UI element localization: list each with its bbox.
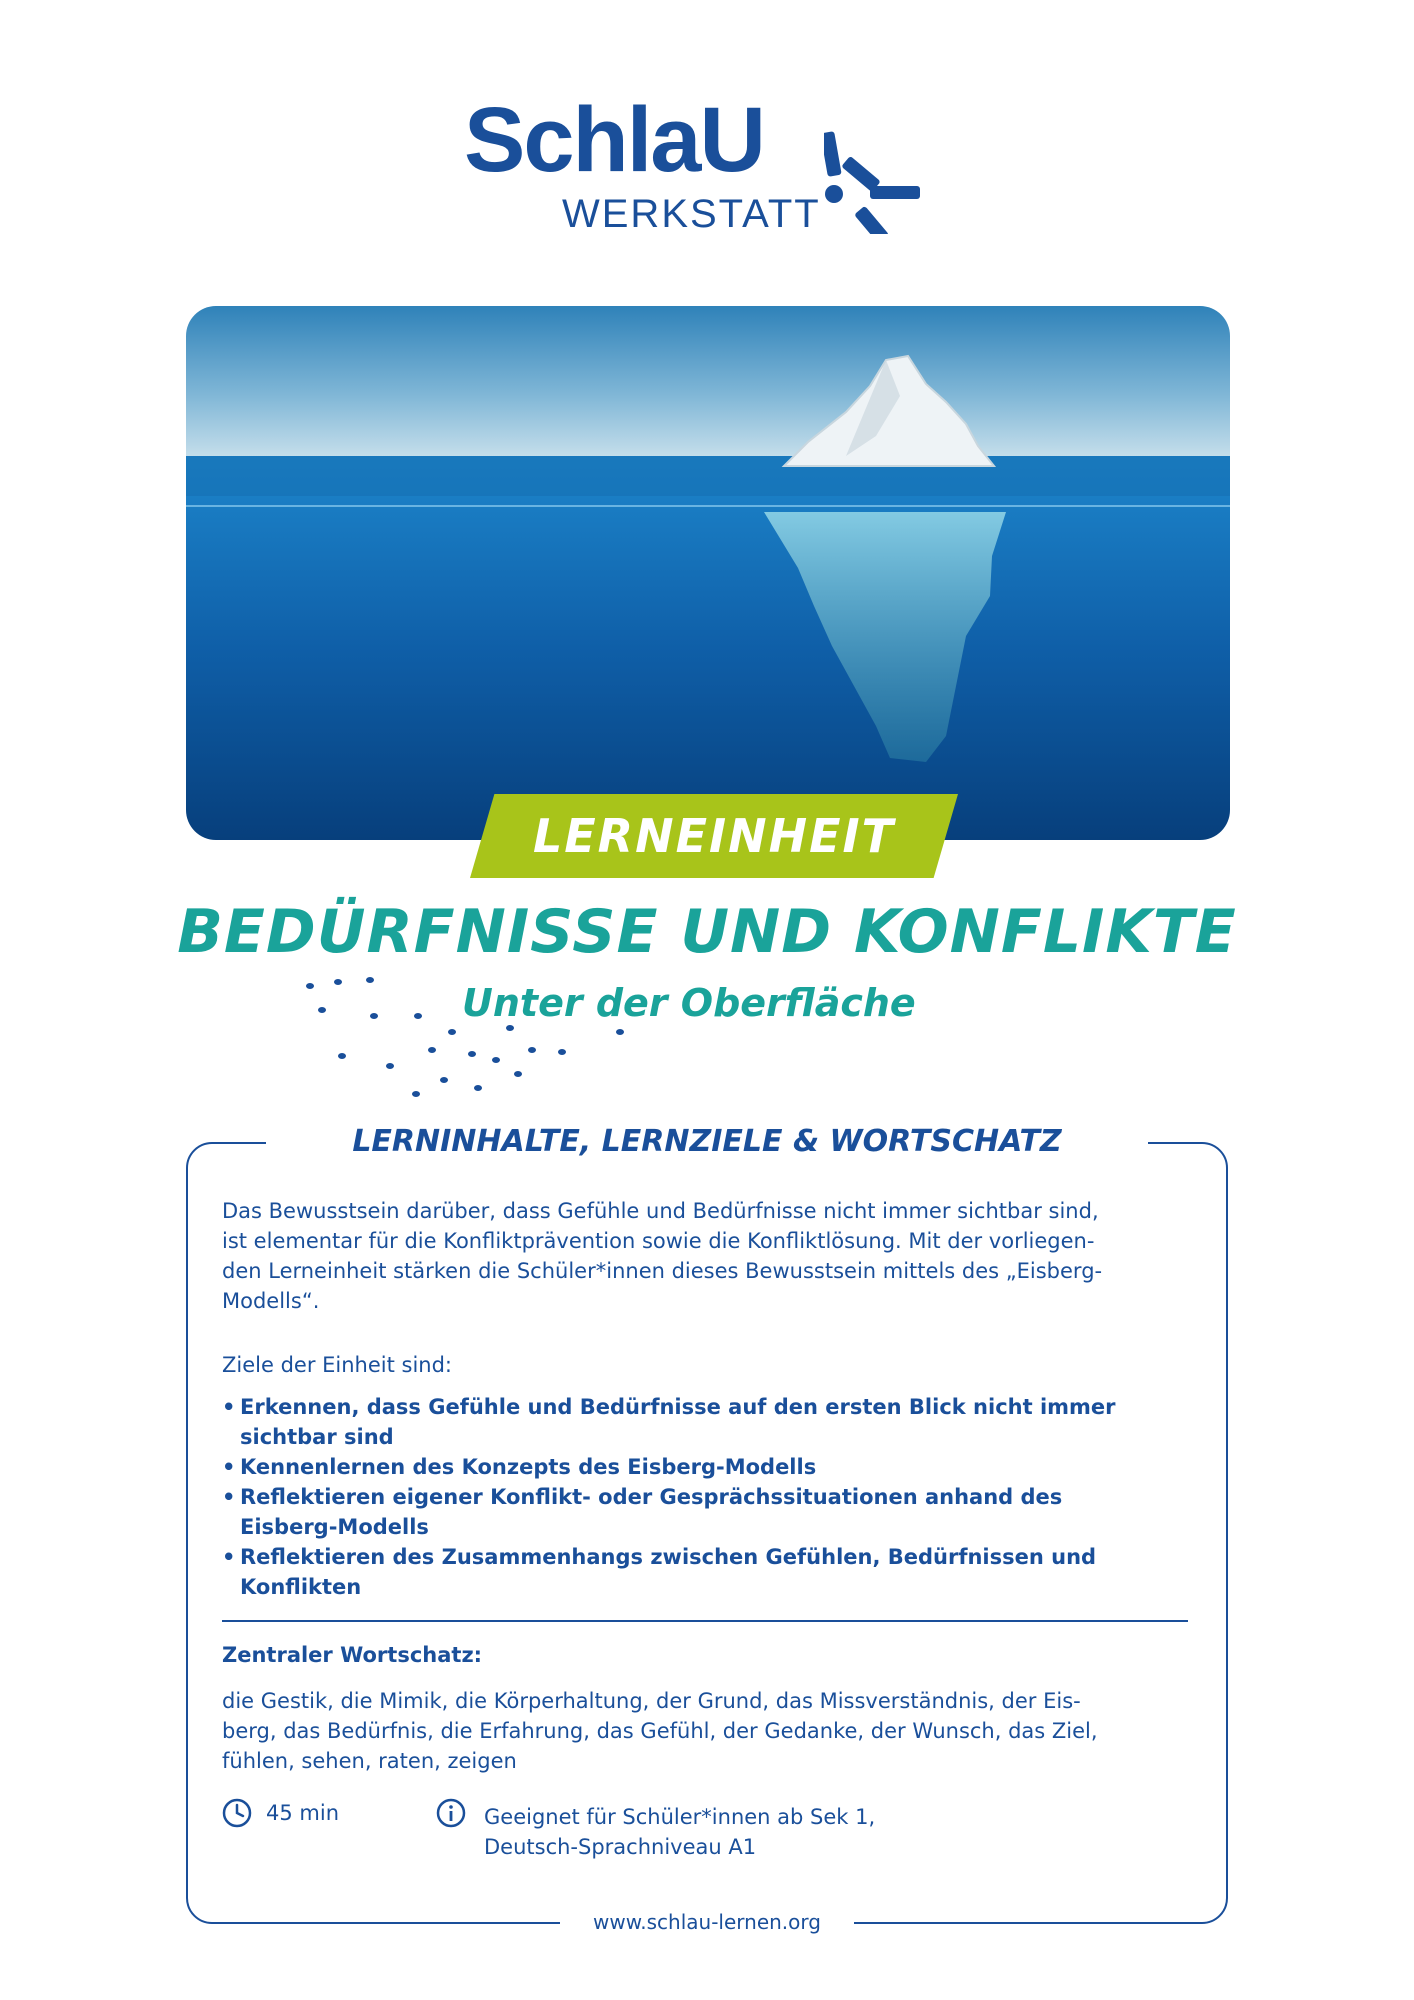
- goal-line: Eisberg-Modells: [240, 1515, 429, 1539]
- unit-type-badge: [470, 794, 958, 878]
- suitability-text: [484, 1802, 875, 1862]
- goal-line: Reflektieren des Zusammenhangs zwischen Gefühlen, Bedürfnissen und: [240, 1545, 1097, 1569]
- goal-line: Reflektieren eigener Konflikt- oder Gesprächssituationen anhand des: [240, 1485, 1063, 1509]
- divider: [222, 1620, 1188, 1622]
- info-box-heading: LERNINHALTE, LERNZIELE & WORTSCHATZ: [266, 1118, 1148, 1166]
- goal-item: [222, 1392, 1212, 1452]
- goal-item: [222, 1542, 1212, 1602]
- logo: [464, 89, 964, 244]
- duration: [222, 1798, 339, 1828]
- vocab-heading: Zentraler Wortschatz:: [222, 1643, 483, 1667]
- intro-line: Modells“.: [222, 1289, 320, 1313]
- vocab-line: fühlen, sehen, raten, zeigen: [222, 1749, 517, 1773]
- badge-label: LERNEINHEIT: [532, 809, 896, 863]
- vocab-text: [222, 1686, 1212, 1776]
- vocab-line: die Gestik, die Mimik, die Körperhaltung, der Grund, das Missverständnis, der Eis-: [222, 1689, 1081, 1713]
- logo-subline: WERKSTATT: [562, 192, 821, 236]
- intro-line: ist elementar für die Konfliktprävention sowie die Konfliktlösung. Mit der vorliegen-: [222, 1229, 1095, 1253]
- goals-heading: Ziele der Einheit sind:: [222, 1353, 453, 1377]
- goal-item: [222, 1452, 1212, 1482]
- intro-line: den Lerneinheit stärken die Schüler*innen dieses Bewusstsein mittels des „Eisberg-: [222, 1259, 1103, 1283]
- website-link[interactable]: www.schlau-lernen.org: [560, 1904, 854, 1940]
- decorative-dots-icon: [300, 970, 640, 1100]
- intro-line: Das Bewusstsein darüber, dass Gefühle und Bedürfnisse nicht immer sichtbar sind,: [222, 1199, 1099, 1223]
- vocab-line: berg, das Bedürfnis, die Erfahrung, das Gefühl, der Gedanke, der Wunsch, das Ziel,: [222, 1719, 1098, 1743]
- info-box-content: [222, 1196, 1212, 1776]
- goal-line: Erkennen, dass Gefühle und Bedürfnisse auf den ersten Blick nicht immer: [240, 1395, 1116, 1419]
- suitability-line: Deutsch-Sprachniveau A1: [484, 1835, 757, 1859]
- logo-wordmark: SchlaU: [464, 89, 764, 191]
- page-subtitle: Unter der Oberfläche: [462, 981, 916, 1025]
- hero-iceberg-image: [186, 306, 1230, 840]
- suitability-line: Geeignet für Schüler*innen ab Sek 1,: [484, 1805, 876, 1829]
- info-icon: [436, 1798, 466, 1828]
- suitability: [436, 1798, 875, 1862]
- goal-line: Konflikten: [240, 1575, 362, 1599]
- goal-line: Kennenlernen des Konzepts des Eisberg-Modells: [240, 1455, 817, 1479]
- goals-list: [222, 1392, 1212, 1602]
- duration-text: 45 min: [266, 1801, 339, 1825]
- meta-info: [222, 1798, 1212, 1868]
- page-title: BEDÜRFNISSE UND KONFLIKTE: [177, 897, 1237, 967]
- goal-line: sichtbar sind: [240, 1425, 394, 1449]
- intro-text: [222, 1196, 1212, 1316]
- clock-icon: [222, 1798, 252, 1828]
- goal-item: [222, 1482, 1212, 1542]
- logo-rays-icon: [824, 124, 934, 234]
